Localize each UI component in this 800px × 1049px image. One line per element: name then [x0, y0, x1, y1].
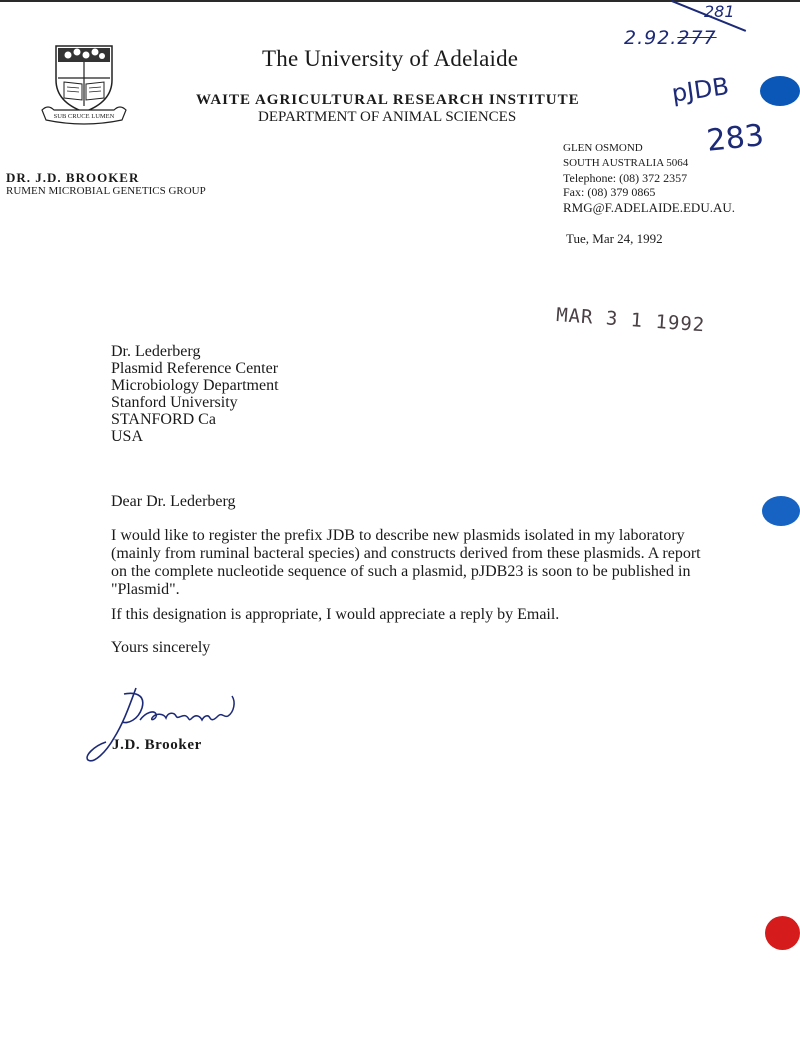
blue-dot-marker [760, 76, 800, 106]
recipient-line: USA [111, 428, 144, 445]
handwritten-top-number: 281 [704, 2, 735, 21]
body-line: I would like to register the prefix JDB to describe new plasmids isolated in my laboratory [111, 527, 685, 544]
sender-group: RUMEN MICROBIAL GENETICS GROUP [6, 185, 206, 197]
university-crest-icon [38, 40, 130, 126]
body-line: on the complete nucleotide sequence of such a plasmid, pJDB23 is soon to be published in [111, 563, 691, 580]
body-paragraph-2: If this designation is appropriate, I would appreciate a reply by Email. [111, 606, 560, 623]
institute-name: WAITE AGRICULTURAL RESEARCH INSTITUTE [196, 92, 580, 108]
crest-motto: SUB CRUCE LUMEN [53, 113, 115, 120]
signatory-name: J.D. Brooker [112, 737, 202, 753]
recipient-line: STANFORD Ca [111, 411, 216, 428]
recipient-line: Dr. Lederberg [111, 343, 201, 360]
telephone: Telephone: (08) 372 2357 [563, 171, 688, 185]
handwritten-struck-number: 277 [677, 27, 717, 49]
letter-date: Tue, Mar 24, 1992 [566, 231, 663, 246]
recipient-line: Plasmid Reference Center [111, 360, 279, 377]
closing: Yours sincerely [111, 639, 211, 656]
recipient-line: Stanford University [111, 394, 238, 411]
handwritten-reference-number: 283 [705, 118, 766, 159]
red-dot-marker [765, 916, 800, 950]
blue-dot-marker [762, 496, 800, 526]
handwritten-date [624, 27, 717, 49]
salutation: Dear Dr. Lederberg [111, 493, 236, 510]
handwritten-plasmid-prefix: pJDB [670, 72, 731, 108]
received-date-stamp: MAR 3 1 1992 [555, 304, 706, 337]
recipient-line: Microbiology Department [111, 377, 279, 394]
email-address: RMG@F.ADELAIDE.EDU.AU. [563, 200, 735, 215]
sender-name: DR. J.D. BROOKER [6, 170, 140, 185]
top-edge-rule [0, 0, 800, 2]
body-line: (mainly from ruminal bacteral species) and constructs derived from these plasmids. A report [111, 545, 701, 562]
department-name: DEPARTMENT OF ANIMAL SCIENCES [258, 109, 517, 125]
address-line-1: GLEN OSMOND [563, 142, 643, 154]
handwritten-date-prefix: 2.92. [624, 27, 678, 49]
university-name: The University of Adelaide [262, 46, 519, 71]
body-line: "Plasmid". [111, 581, 180, 598]
address-line-2: SOUTH AUSTRALIA 5064 [563, 157, 689, 169]
recipient-address-block [111, 343, 279, 445]
body-paragraph-1 [111, 527, 751, 599]
fax: Fax: (08) 379 0865 [563, 185, 656, 199]
signature-icon [84, 682, 254, 768]
